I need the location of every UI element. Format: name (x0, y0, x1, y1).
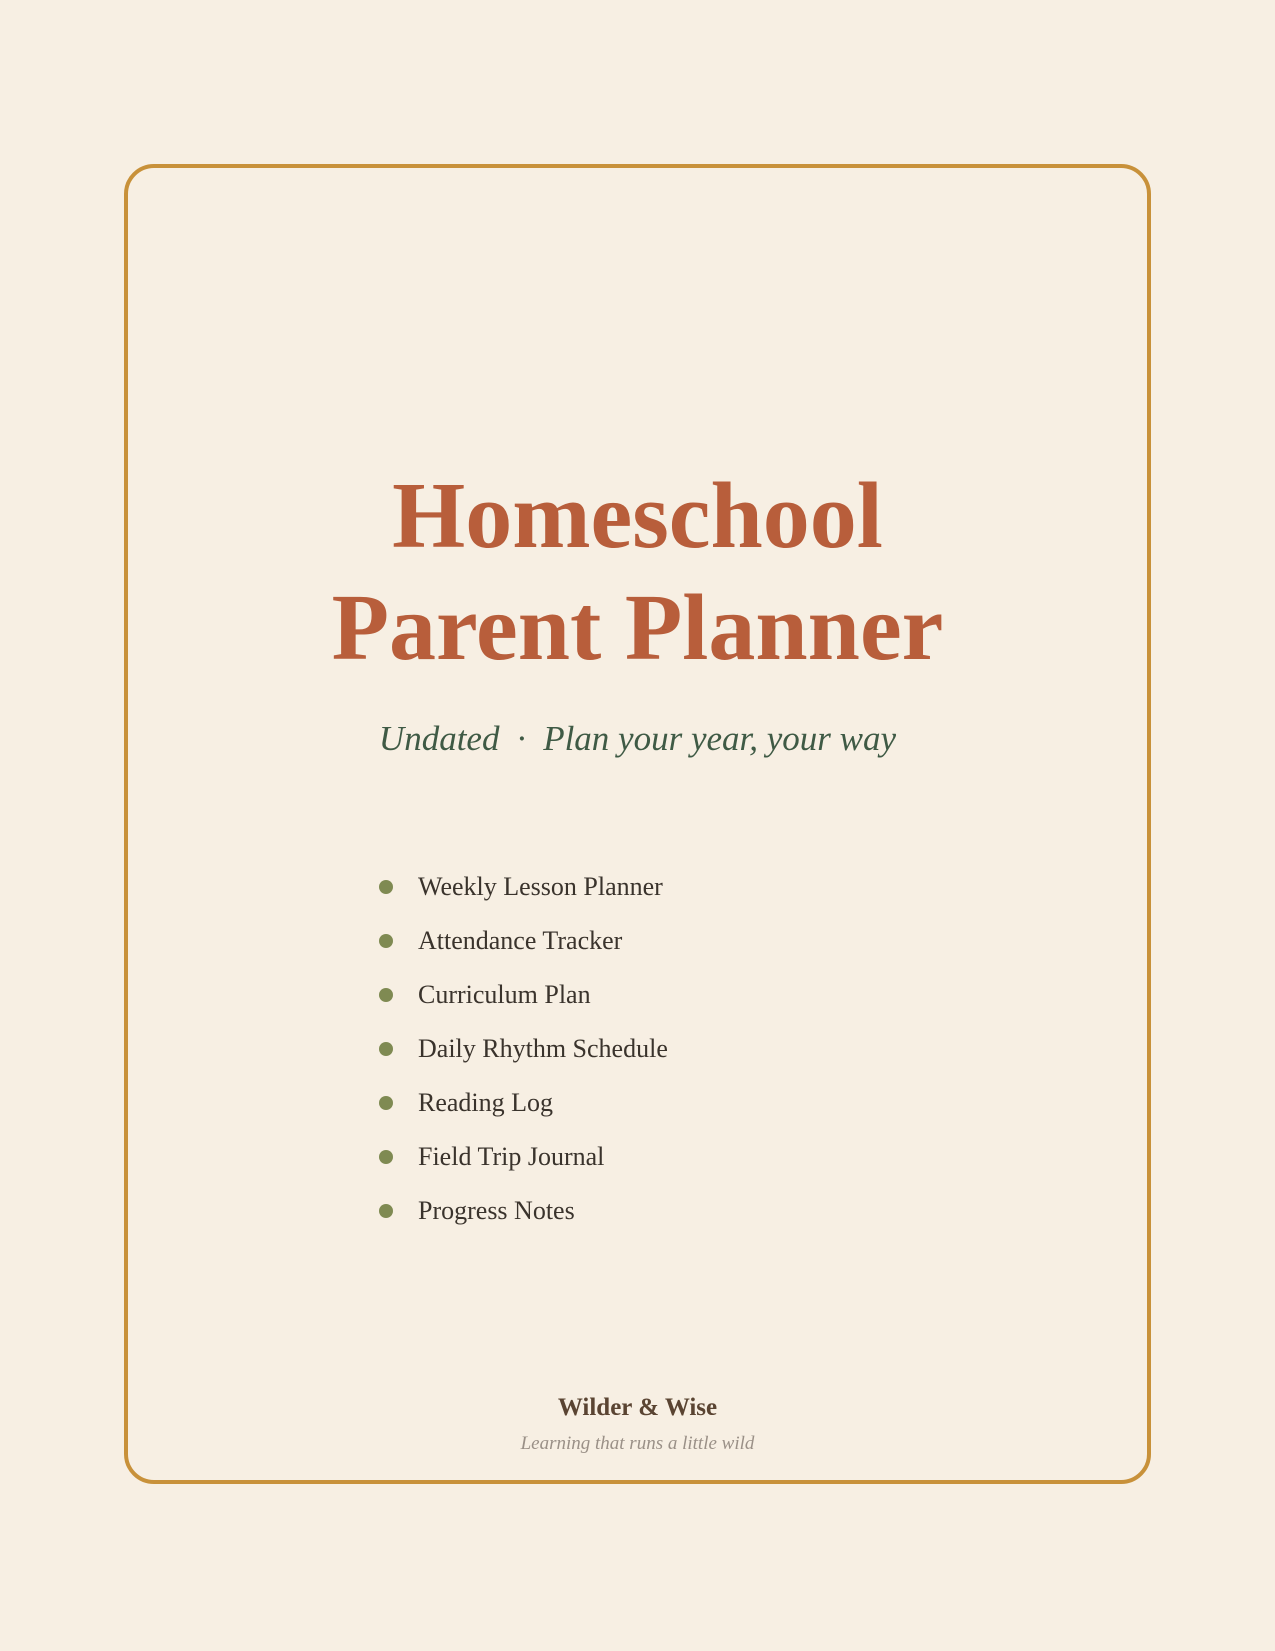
bullet-dot-icon (379, 1096, 393, 1110)
feature-label: Daily Rhythm Schedule (418, 1034, 668, 1063)
bullet-dot-icon (379, 880, 393, 894)
title-line-1: Homeschool (392, 464, 883, 568)
feature-item (378, 1022, 668, 1076)
feature-item (378, 1076, 668, 1130)
feature-label: Reading Log (418, 1088, 554, 1117)
brand-tagline: Learning that runs a little wild (520, 1433, 755, 1454)
feature-item (378, 914, 668, 968)
feature-label: Progress Notes (418, 1196, 575, 1225)
feature-label: Weekly Lesson Planner (418, 872, 663, 901)
bullet-dot-icon (379, 1042, 393, 1056)
title-line-2: Parent Planner (331, 576, 944, 680)
feature-item (378, 968, 668, 1022)
feature-label: Curriculum Plan (418, 980, 591, 1009)
subtitle: Undated · Plan your year, your way (378, 719, 897, 758)
brand-name: Wilder & Wise (557, 1394, 718, 1421)
bullet-dot-icon (379, 988, 393, 1002)
feature-item (378, 860, 668, 914)
feature-item (378, 1184, 668, 1238)
bullet-dot-icon (379, 934, 393, 948)
cover-frame (124, 164, 1151, 1484)
page-title (0, 460, 1275, 684)
feature-label: Field Trip Journal (418, 1142, 605, 1171)
feature-label: Attendance Tracker (418, 926, 623, 955)
feature-list (378, 860, 668, 1238)
bullet-dot-icon (379, 1204, 393, 1218)
bullet-dot-icon (379, 1150, 393, 1164)
feature-item (378, 1130, 668, 1184)
